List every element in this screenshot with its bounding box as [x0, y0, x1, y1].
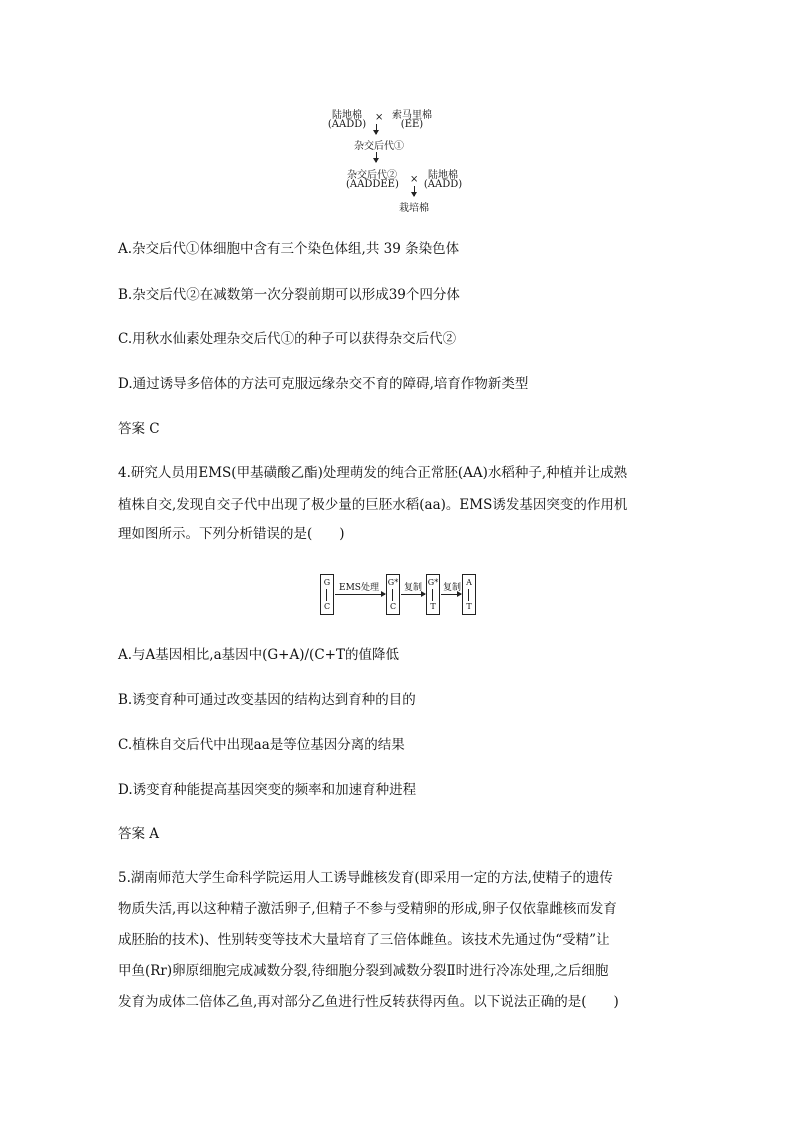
parent3-genome: (AADD): [423, 179, 463, 190]
dna-box-2: G* C: [386, 574, 400, 615]
parent2-name: 索马里棉: [392, 110, 432, 121]
q4-stem-line-1: 4.研究人员用EMS(甲基磺酸乙酯)处理萌发的纯合正常胚(AA)水稻种子,种植并让成熟: [118, 465, 628, 481]
offspring2-name: 杂交后代②: [347, 170, 397, 181]
step-ems-label: EMS处理: [339, 583, 379, 593]
q4-option-b: B.诱变育种可通过改变基因的结构达到育种的目的: [118, 692, 416, 708]
arrow-down-2: [376, 152, 377, 162]
q4-option-a: A.与A基因相比,a基因中(G+A)/(C+T的值降低: [118, 647, 399, 663]
q4-answer: 答案 A: [118, 826, 160, 842]
result-label: 栽培棉: [399, 203, 429, 214]
arrow-right-2: [401, 594, 425, 595]
q5-line-5: 发育为成体二倍体乙鱼,再对部分乙鱼进行性反转获得丙鱼。以下说法正确的是( ): [118, 994, 619, 1010]
parent1-name: 陆地棉: [332, 110, 362, 121]
q5-line-4: 甲鱼(Rr)卵原细胞完成减数分裂,待细胞分裂到减数分裂Ⅱ时进行冷冻处理,之后细胞: [118, 963, 609, 979]
q4-stem-line-2: 植株自交,发现自交子代中出现了极少量的巨胚水稻(aa)。EMS诱发基因突变的作用机: [118, 497, 628, 513]
q3-option-d: D.通过诱导多倍体的方法可克服远缘杂交不育的障碍,培育作物新类型: [118, 376, 529, 392]
dna-box-4: A T: [462, 574, 476, 615]
arrow-right-3: [441, 594, 461, 595]
q4-option-d: D.诱变育种能提高基因突变的频率和加速育种进程: [118, 782, 417, 798]
q4-option-c: C.植株自交后代中出现aa是等位基因分离的结果: [118, 737, 405, 753]
q5-line-1: 5.湖南师范大学生命科学院运用人工诱导雌核发育(即采用一定的方法,使精子的遗传: [118, 870, 613, 886]
parent3-name: 陆地棉: [428, 170, 458, 181]
q3-answer: 答案 C: [118, 421, 160, 437]
arrow-right-1: [335, 594, 385, 595]
dna-box-3: G* T: [426, 574, 440, 615]
cross-symbol-1: ×: [375, 112, 384, 123]
arrow-down-3: [414, 186, 415, 196]
cross-symbol-2: ×: [410, 174, 419, 185]
offspring1-label: 杂交后代①: [354, 141, 404, 152]
q3-option-a: A.杂交后代①体细胞中含有三个染色体组,共 39 条染色体: [118, 241, 460, 257]
step-replicate-label-2: 复制: [443, 583, 462, 593]
parent1-genome: (AADD): [327, 119, 367, 130]
q5-line-2: 物质失活,再以这种精子激活卵子,但精子不参与受精卵的形成,卵子仅依靠雌核而发育: [118, 901, 617, 917]
q3-option-b: B.杂交后代②在减数第一次分裂前期可以形成39个四分体: [118, 287, 460, 303]
q3-option-c: C.用秋水仙素处理杂交后代①的种子可以获得杂交后代②: [118, 331, 457, 347]
dna-box-1: G C: [320, 574, 334, 615]
arrow-down-1: [376, 124, 377, 134]
parent2-genome: (EE): [400, 119, 424, 130]
offspring2-genome: (AADDEE): [346, 179, 399, 190]
q4-stem-line-3: 理如图所示。下列分析错误的是( ): [118, 526, 345, 542]
step-replicate-label-1: 复制: [404, 583, 423, 593]
q5-line-3: 成胚胎的技术)、性别转变等技术大量培育了三倍体雌鱼。该技术先通过伪“受精”让: [118, 932, 610, 948]
